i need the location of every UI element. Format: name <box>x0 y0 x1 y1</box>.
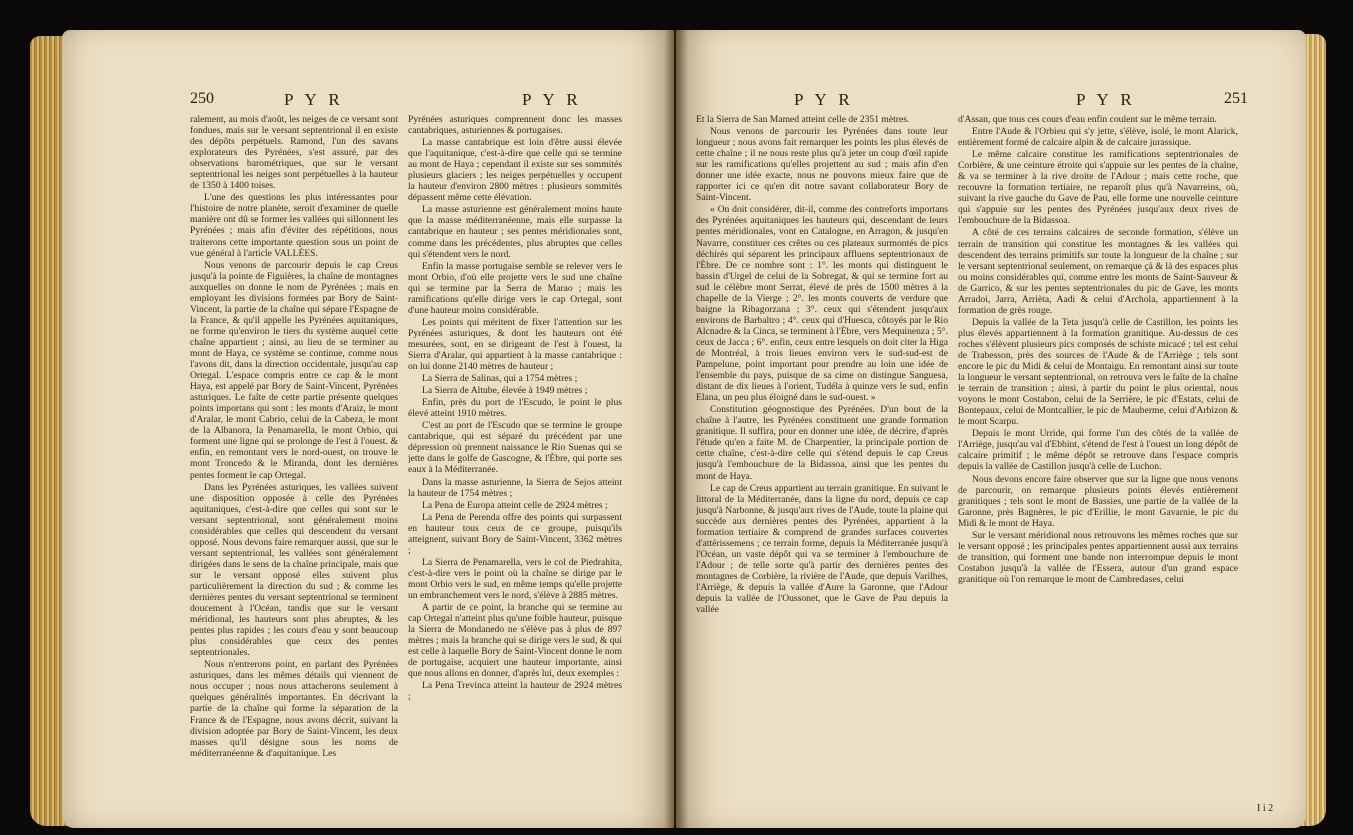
paragraph: Le cap de Creus appartient au terrain granitique. En suivant le littoral de la Méditerranée, dans la ligne du nord, depuis ce cap jusqu'à Narbonne, & jusqu'aux rives de l'Aude, toute la plaine qui succède aux dernières pentes des Pyrénées, appartient à la formation tertiaire & comprend de grandes surfaces couvertes d'attérissemens ; ce terrain forme, depuis la Méditerranée jusqu'à l'Océan, un vaste dépôt qui va se terminer à l'embouchure de l'Adour ; de telle sorte qu'à partir des dernières pentes des montagnes de Corbière, la rivière de l'Aude, que depuis Varilhes, l'Arriège, & depuis la vallée d'Aure la Garonne, que l'Adour depuis la vallée de l'Oussonet, que le Gave de Pau depuis la vallée <box>696 482 948 616</box>
paragraph: Entre l'Aude & l'Orbieu qui s'y jette, s'élève, isolé, le mont Alarick, entièrement formé de calcaire alpin & de calcaire jurassique. <box>958 126 1238 149</box>
running-head: P Y R <box>522 90 582 109</box>
paragraph: La Pena de Perenda offre des points qui surpassent en hauteur tous ceux de ce groupe, puisqu'ils atteignent, suivant Bory de Saint-Vincent, 3362 mètres ; <box>408 511 622 556</box>
paragraph: La masse asturienne est généralement moins haute que la masse méditerranéenne, mais elle surpasse la cantabrique en hauteur ; ses pentes méridionales sont, comme dans les précédentes, plus abruptes que celles qui s'étendent vers le nord. <box>408 204 622 260</box>
paragraph: Le même calcaire constitue les ramifications septentrionales de Corbière, & une ceinture étroite qui s'appuie sur les pentes de la chaîne, & va se terminer à la rive droite de l'Adour ; mais cette roche, que recouvre la formation tertiaire, ne reparoît plus qu'à Navarreins, où, suivant la rive gauche du Gave de Pau, elle forme une nouvelle ceinture qui s'appuie sur les pentes des Pyrénées jusqu'aux deux rives de l'embouchure de la Bidassoa. <box>958 149 1238 227</box>
paragraph: La Pena de Europa atteint celle de 2924 mètres ; <box>422 499 608 511</box>
paragraph: Les points qui méritent de fixer l'attention sur les Pyrénées asturiques, & dont les hauteurs ont été mesurées, sont, en se dirigeant de l'est à l'ouest, la Sierra d'Aralar, qui appartient à la masse cantabrique : on lui donne 2140 mètres de hauteur ; <box>408 316 622 373</box>
text-column-1 <box>190 114 398 828</box>
paragraph: A partir de ce point, la branche qui se termine au cap Ortegal n'atteint plus qu'une foible hauteur, puisque la Sierra de Mondanedo ne s'élève pas à plus de 897 mètres ; mais la branche qui se dirige vers le sud, & qui est celle à laquelle Bory de Saint-Vincent donne le nom de portugaise, acquiert une hauteur importante, ainsi que nous allons en donner, d'après lui, deux exemples : <box>408 602 622 680</box>
paragraph: d'Assan, que tous ces cours d'eau enfin coulent sur le même terrain. <box>958 114 1217 125</box>
text-column-1 <box>696 114 948 828</box>
book-gutter <box>664 30 688 828</box>
paragraph: Enfin la masse portugaise semble se relever vers le mont Orbio, d'où elle projette vers le sud une chaîne qui se termine par la Serra de Marao ; mais les ramifications qu'elle dirige vers le cap Ortegal, sont d'une hauteur moins considérable. <box>408 260 622 316</box>
running-head: P Y R <box>1076 90 1136 109</box>
paragraph: Constitution géognostique des Pyrénées. D'un bout de la chaîne à l'autre, les Pyrénées constituent une grande formation granitique. Il suffira, pour en donner une idée, de décrire, d'après l'étude qu'en a faite M. de Charpentier, la principale portion de cette chaîne, c'est-à-dire celle qui s'étend depuis le cap Creus jusqu'à l'embouchure de la Bidassoa, ainsi que les pentes du mont de Haya. <box>696 404 948 482</box>
text-column-2 <box>958 114 1238 828</box>
right-page <box>676 30 1306 828</box>
paragraph: Dans la masse asturienne, la Sierra de Sejos atteint la hauteur de 1754 mètres ; <box>408 476 622 499</box>
running-head: P Y R <box>284 90 344 109</box>
running-head: P Y R <box>794 90 854 109</box>
paragraph: C'est au port de l'Escudo que se termine le groupe cantabrique, qui est séparé du précédent par une dépression où prennent naissance le Rio Suenas qui se jette dans le golfe de Gascogne, & l'Èbre, qui porte ses eaux à la Méditerranée. <box>408 420 622 476</box>
paragraph: Nous venons de parcourir les Pyrénées dans toute leur longueur ; nous avons fait remarquer les points les plus élevés de cette chaîne ; il ne nous reste plus qu'à jeter un coup d'œil rapide sur les ramifications qu'elles projettent au sud ; mais afin d'en donner une idée exacte, nous ne pouvons mieux faire que de rapporter ici ce qu'en dit notre savant collaborateur Bory de Saint-Vincent. <box>696 126 948 204</box>
left-page <box>62 30 674 828</box>
signature-mark: I i 2 <box>1257 803 1274 814</box>
text-column-2 <box>408 114 622 828</box>
paragraph: Et la Sierra de San Mamed atteint celle de 2351 mètres. <box>696 114 910 125</box>
paragraph: Depuis le mont Urride, qui forme l'un des côtés de la vallée de l'Arriège, jusqu'au val d'Ebbint, s'étend de l'est à l'ouest un long dépôt de calcaire primitif ; le même dépôt se retrouve dans l'espace compris depuis la vallée de Castillon jusqu'à celle de Luchon. <box>958 428 1238 473</box>
paragraph: Depuis la vallée de la Teta jusqu'à celle de Castillon, les points les plus élevés appartiennent à la formation granitique. Au-dessus de ces roches s'élèvent plusieurs pics composés de schiste micacé ; tel est celui de Trabesson, près des sources de l'Aude & de l'Arriège ; tels sont encore le pic du Midi & celui de Montaigu. En remontant ainsi sur toute la longueur le versant septentrional, on retrouva vers le faîte de la chaîne le terrain de transition ; ainsi, à partir du point le plus oriental, nous voyons le mont Costabon, celui de la Serrière, le pic d'Estats, celui de Bontepaux, celui de Montcallier, le pic de Mauberme, celui d'Arbizon & le mont Scarpu. <box>958 316 1238 428</box>
paragraph: Nous venons de parcourir depuis le cap Creus jusqu'à la pointe de Figuières, la chaîne de montagnes auxquelles on donne le nom de Pyrénées ; mais en employant les divisions formées par Bory de Saint-Vincent, la partie de la chaîne qui sépare l'Espagne de la France, & qu'il appelle les Pyrénées aquitaniques, ne forme qu'environ le tiers du système auquel cette chaîne appartient ; ainsi, au lieu de se terminer au mont de Haya, ce système se continue, comme nous l'avons dit, dans la direction occidentale, jusqu'au cap Ortegal. L'espace compris entre ce cap & le mont Haya, est appelé par Bory de Saint-Vincent, Pyrénées asturiques. Le faîte de cette partie présente quelques points importans qui sont : les monts d'Araiz, le mont d'Aralar, le mont Cabrio, celui de la Cabeza, le mont de la Albanora, la Penamarella, le mont Orbio, qui forment une ligne qui se prolonge de l'est à l'ouest. & enfin, en remontant vers le nord-ouest, on trouve le mont Troncedo & le Miranda, dont les dernières pentes forment le cap Ortegal. <box>190 259 398 481</box>
paragraph: La Pena Trevinca atteint la hauteur de 2924 mètres ; <box>408 680 622 703</box>
paragraph: ralement, au mois d'août, les neiges de ce versant sont fondues, mais sur le versant septentrional il en existe des dépôts perpétuels. Ramond, l'un des savans explorateurs des Pyrénées, s'est assuré, par des observations barométriques, que sur le versant septentrional les neiges sont perpétuelles à la hauteur de 1350 à 1400 toises. <box>190 114 398 192</box>
paragraph: La Sierra de Penamarella, vers le col de Piedrahita, c'est-à-dire vers le point où la chaîne se dirige par le mont Orbio vers le sud, en même temps qu'elle projette un embranchement vers le nord, s'élève à 2885 mètres. <box>408 556 622 601</box>
paragraph: Nous n'entrerons point, en parlant des Pyrénées asturiques, dans les mêmes détails qui viennent de nous occuper ; nous nous attacherons seulement à quelques généralités importantes. En décrivant la partie de la chaîne qui forme la séparation de la France & de l'Espagne, nous avons décrit, suivant la division adoptée par Bory de Saint-Vincent, les deux masses qu'il désigne sous les noms de méditerranéenne & d'aquitanique. Les <box>190 659 398 759</box>
paragraph: Nous devons encore faire observer que sur la ligne que nous venons de parcourir, on remarque plusieurs points élevés entièrement granitiques ; tels sont le mont de Bassies, une partie de la vallée de la Garonne, près Bagnères, le pic d'Erillie, le mont Gavarnie, le pic du Midi & le mont de Haya. <box>958 473 1238 529</box>
paragraph: L'une des questions les plus intéressantes pour l'histoire de notre planète, seroit d'examiner de quelle manière ont dû se former les vallées qui sillonnent les Pyrénées ; mais afin d'éviter des répétitions, nous traiterons cette importante question sous un point de vue général à l'article VALLÉES. <box>190 192 398 259</box>
page-number: 251 <box>1224 90 1248 107</box>
paragraph: Sur le versant méridional nous retrouvons les mêmes roches que sur le versant opposé ; les principales pentes appartiennent aussi aux terrains de transition, qui forment une bande non interrompue depuis le mont Costabon jusqu'à la vallée de l'Essera, autour d'un grand espace granitique où l'on remarque le mont de Cambredases, celui <box>958 529 1238 585</box>
page-number: 250 <box>190 90 214 107</box>
paragraph: A côté de ces terrains calcaires de seconde formation, s'élève un terrain de transition qui constitue les montagnes & les vallées qui descendent des terrains primitifs sur toute la longueur de la chaîne ; sur le versant septentrional seulement, on remarque çà & là des espaces plus ou moins considérables qui, comme entre les monts de Saint-Sauveur & de Garrico, & sur les pentes septentrionales du pic de Gave, les monts Arradoi, Jarra, Arrièta, Aadi & celui d'Archola, appartiennent à la formation de grès rouge. <box>958 227 1238 316</box>
paragraph: Enfin, près du port de l'Escudo, le point le plus élevé atteint 1910 mètres. <box>408 397 622 420</box>
paragraph: « On doit considérer, dit-il, comme des contreforts importans des Pyrénées aquitaniques les hauteurs qui, descendant de leurs pentes méridionales, vont en Catalogne, en Arragon, & jusqu'en Navarre, constituer ces crêtes ou ces plateaux surmontés de pics déchirés qui séparent les principaux affluens septentrionaux de l'Èbre. De ce nombre sont : 1°. les monts qui distinguent le bassin d'Urgel de celui de la Sobregat, & qui se termine fort au sud le célèbre mont Serrat, élevé de près de 1500 mètres à la chapelle de la Vierge ; 2°. les monts couverts de verdure que baigne la Ribagorzana ; 3°. ceux qui s'étendent jusqu'aux environs de Barbaltro ; 4°. ceux qui d'Huesca, côtoyés par le Rio Alcnadre & la Cinca, se terminent à l'Èbre, vers Mequinenza ; 5°. ceux de Jacca ; 6°. enfin, ceux entre lesquels on doit citer la Higa de Montréal, à trois lieues environ vers le sud-sud-est de Pampelune, point important pour prendre au loin une idée de l'ensemble du pays, puisque de sa cime on distingue Sanguesa, distant de dix lieues à l'orient, Tudéla à quinze vers le sud, enfin Elana, un peu plus éloigné dans le sud-ouest. » <box>696 204 948 404</box>
paragraph: Dans les Pyrénées asturiques, les vallées suivent une disposition opposée à celle des Pyrénées aquitaniques, c'est-à-dire que celles qui sont sur le versant septentrional, sont généralement moins considérables que celles qui descendent du versant opposé. Nous devons faire remarquer aussi, que sur le versant septentrional, les vallées sont généralement dirigées dans le sens de la chaîne principale, mais que sur le versant opposé elles suivent plus particulièrement la direction du sud ; & comme les dernières pentes du versant septentrional se terminent doucement à l'Océan, tandis que sur le versant méridional, les hauteurs sont plus abruptes, & les pentes plus rapides ; les cours d'eau y sont beaucoup plus considérables que ceux des pentes septentrionales. <box>190 481 398 659</box>
paragraph: La Sierra de Salinas, qui a 1754 mètres ; <box>422 373 578 385</box>
paragraph: La Sierra de Altube, élevée à 1949 mètres ; <box>422 385 588 397</box>
paragraph: Pyrénées asturiques comprennent donc les masses cantabriques, asturiennes & portugaises. <box>408 114 622 137</box>
paragraph: La masse cantabrique est loin d'être aussi élevée que l'aquitanique, c'est-à-dire que celle qui se termine au mont de Haya ; cependant il existe sur ses sommités plusieurs glaciers ; les neiges perpétuelles y occupent la hauteur d'environ 2800 mètres : plusieurs sommités dépassent même cette élévation. <box>408 137 622 204</box>
